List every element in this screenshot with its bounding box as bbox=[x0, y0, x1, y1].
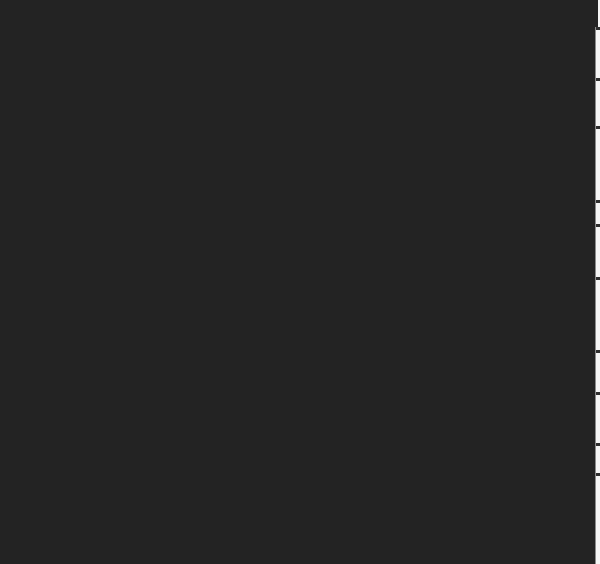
scrollbar-tick-mark bbox=[596, 392, 600, 395]
scrollbar-tick-mark bbox=[596, 200, 600, 203]
scrollbar-tick-mark bbox=[596, 350, 600, 353]
scrollbar-tick-mark bbox=[596, 224, 600, 227]
scrollbar-tick-mark bbox=[596, 443, 600, 446]
scrollbar-tick-mark bbox=[596, 78, 600, 81]
right-strip-track[interactable] bbox=[595, 27, 600, 564]
right-edge-strip[interactable] bbox=[594, 0, 600, 564]
scrollbar-tick-mark bbox=[596, 473, 600, 476]
scrollbar-tick-mark bbox=[596, 27, 600, 30]
scrollbar-tick-mark bbox=[596, 277, 600, 280]
scrollbar-tick-mark bbox=[596, 126, 600, 129]
